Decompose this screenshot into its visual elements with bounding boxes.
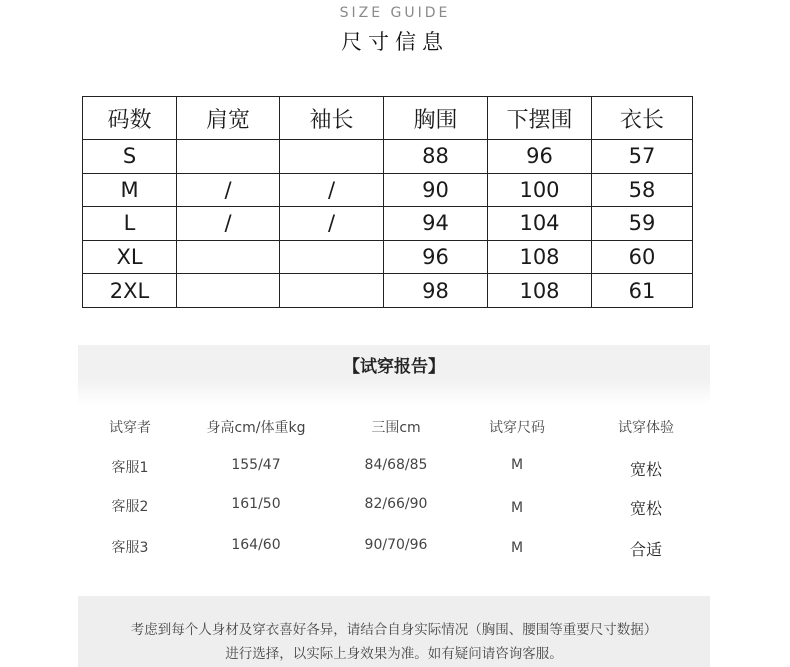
hem-cell: 100 (488, 173, 592, 207)
header-shoulder: 肩宽 (177, 97, 280, 140)
report-experience-cell: 合适 (629, 540, 662, 559)
fitting-report-title: 【试穿报告】 (343, 357, 445, 377)
note-line-1: 考虑到每个人身材及穿衣喜好各异，请结合自身实际情况（胸围、腰围等重要尺寸数据） (130, 622, 658, 638)
report-header-tester: 试穿者 (109, 420, 151, 436)
shoulder-cell: / (177, 173, 280, 207)
header-size: 码数 (83, 97, 177, 140)
size-cell: 2XL (83, 274, 177, 308)
report-size-cell: M (510, 457, 524, 473)
report-tester-cell: 客服1 (111, 460, 149, 476)
length-cell: 59 (592, 207, 693, 241)
table-row (83, 173, 693, 207)
hem-cell: 104 (488, 207, 592, 241)
shoulder-cell: / (177, 207, 280, 241)
size-table (82, 96, 693, 308)
report-header-height-weight: 身高cm/体重kg (206, 420, 306, 436)
report-measurements-cell: 82/66/90 (364, 496, 428, 512)
report-tester-cell: 客服2 (111, 499, 149, 515)
header-length: 衣长 (592, 97, 693, 140)
hem-cell: 96 (488, 140, 592, 174)
size-note (78, 596, 710, 667)
table-row (83, 140, 693, 174)
report-height-weight-cell: 161/50 (231, 496, 281, 512)
size-guide-cn-title: 尺寸信息 (341, 30, 449, 54)
shoulder-cell (177, 240, 280, 274)
size-cell: XL (83, 240, 177, 274)
note-line-2: 进行选择，以实际上身效果为准。如有疑问请咨询客服。 (225, 646, 563, 662)
report-experience-cell: 宽松 (629, 460, 662, 479)
report-header-experience: 试穿体验 (618, 420, 674, 436)
sleeve-cell: / (280, 173, 384, 207)
report-size-cell: M (510, 540, 524, 556)
shoulder-cell (177, 140, 280, 174)
size-cell: S (83, 140, 177, 174)
chest-cell: 88 (384, 140, 488, 174)
header-sleeve: 袖长 (280, 97, 384, 140)
hem-cell: 108 (488, 240, 592, 274)
length-cell: 61 (592, 274, 693, 308)
chest-cell: 90 (384, 173, 488, 207)
size-cell: M (83, 173, 177, 207)
size-guide-en-title: SIZE GUIDE (339, 5, 451, 21)
report-size-cell: M (510, 500, 524, 516)
header-hem: 下摆围 (488, 97, 592, 140)
chest-cell: 96 (384, 240, 488, 274)
report-measurements-cell: 84/68/85 (364, 457, 428, 473)
header-chest: 胸围 (384, 97, 488, 140)
fitting-report (78, 345, 710, 585)
report-header-measurements: 三围cm (371, 420, 421, 436)
sleeve-cell: / (280, 207, 384, 241)
sleeve-cell (280, 240, 384, 274)
report-height-weight-cell: 164/60 (231, 537, 281, 553)
report-height-weight-cell: 155/47 (231, 457, 281, 473)
sleeve-cell (280, 274, 384, 308)
table-row (83, 274, 693, 308)
chest-cell: 94 (384, 207, 488, 241)
report-header-size: 试穿尺码 (489, 420, 545, 436)
table-row (83, 207, 693, 241)
report-tester-cell: 客服3 (111, 540, 149, 556)
length-cell: 60 (592, 240, 693, 274)
table-row (83, 240, 693, 274)
report-measurements-cell: 90/70/96 (364, 537, 428, 553)
size-cell: L (83, 207, 177, 241)
shoulder-cell (177, 274, 280, 308)
size-table-header-row (83, 97, 693, 140)
sleeve-cell (280, 140, 384, 174)
report-experience-cell: 宽松 (629, 499, 662, 518)
length-cell: 57 (592, 140, 693, 174)
chest-cell: 98 (384, 274, 488, 308)
length-cell: 58 (592, 173, 693, 207)
hem-cell: 108 (488, 274, 592, 308)
